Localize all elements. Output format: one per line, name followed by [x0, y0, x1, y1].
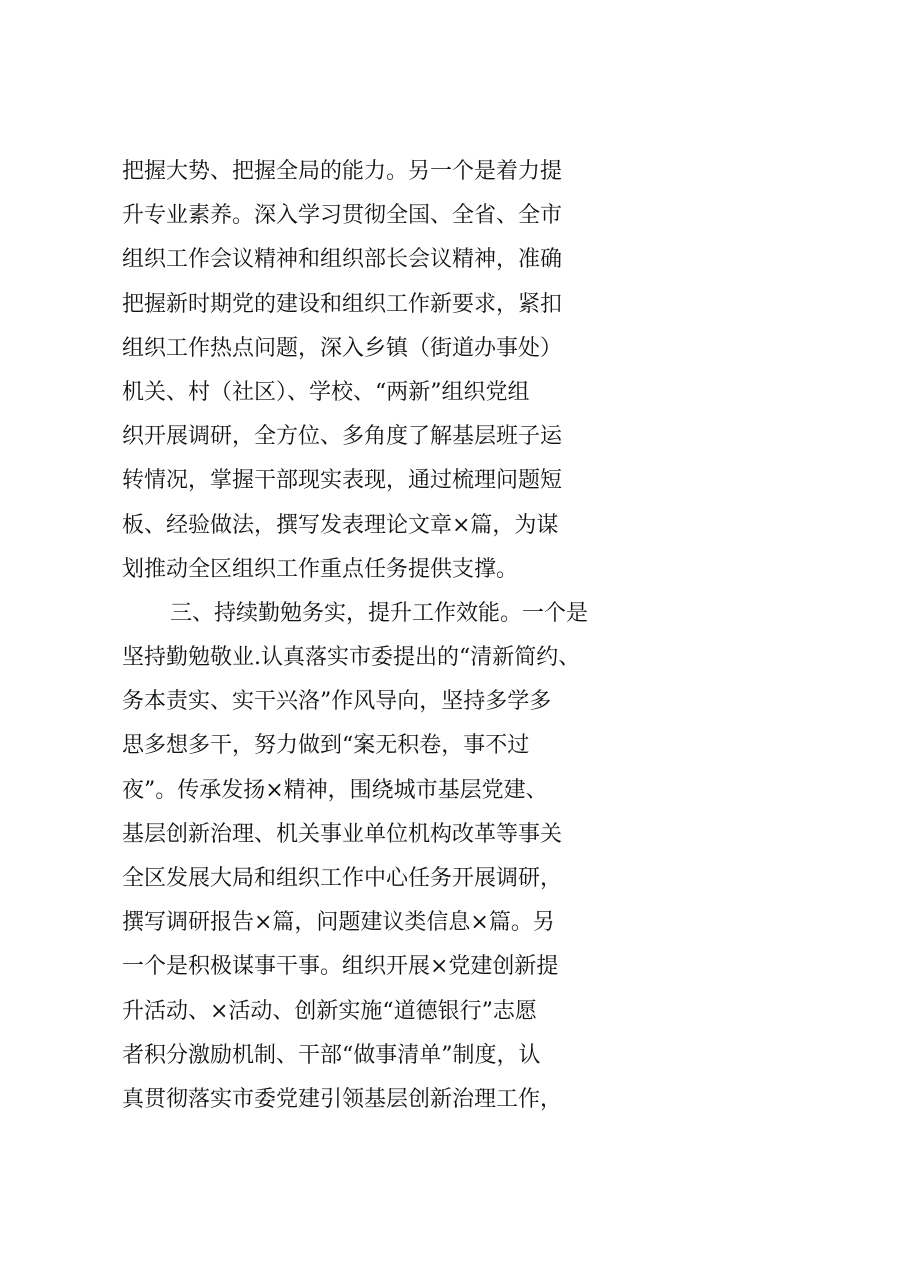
text-line: 者积分激励机制、干部“做事清单”制度，认 [122, 1042, 541, 1068]
text-line: 夜”。传承发扬×精神，围绕城市基层党建、 [122, 777, 548, 803]
text-line: 机关、村（社区）、学校、“两新”组织党组 [122, 379, 530, 405]
text-line: 撰写调研报告×篇，问题建议类信息×篇。另 [122, 910, 555, 936]
body-text [122, 150, 792, 1122]
text-line: 升活动、×活动、创新实施“道德银行”志愿 [122, 998, 537, 1024]
text-line: 务本责实、实干兴洛”作风导向，坚持多学多 [122, 689, 552, 715]
text-line: 真贯彻落实市委党建引领基层创新治理工作， [122, 1086, 563, 1112]
text-line: 坚持勤勉敬业.认真落实市委提出的“清新简约、 [122, 645, 581, 671]
text-line: 全区发展大局和组织工作中心任务开展调研， [122, 866, 563, 891]
text-line: 组织工作会议精神和组织部长会议精神，准确 [122, 247, 563, 273]
text-line: 织开展调研，全方位、多角度了解基层班子运 [122, 424, 563, 450]
text-line: 升专业素养。深入学习贯彻全国、全省、全市 [122, 203, 563, 229]
text-line: 把握大势、把握全局的能力。另一个是着力提 [122, 159, 563, 184]
text-line: 一个是积极谋事干事。组织开展×党建创新提 [122, 954, 559, 980]
text-line: 板、经验做法，撰写发表理论文章×篇，为谋 [122, 512, 559, 538]
text-line: 转情况，掌握干部现实表现，通过梳理问题短 [122, 468, 563, 494]
text-line: 基层创新治理、机关事业单位机构改革等事关 [122, 821, 563, 847]
text-line: 思多想多干，努力做到“案无积卷，事不过 [122, 733, 530, 759]
text-line: 划推动全区组织工作重点任务提供支撑。 [122, 556, 519, 582]
text-line: 把握新时期党的建设和组织工作新要求，紧扣 [122, 291, 563, 317]
text-line: 组织工作热点问题，深入乡镇（街道办事处） [122, 335, 563, 361]
section-heading-line: 三、持续勤勉务实，提升工作效能。一个是 [170, 600, 589, 626]
